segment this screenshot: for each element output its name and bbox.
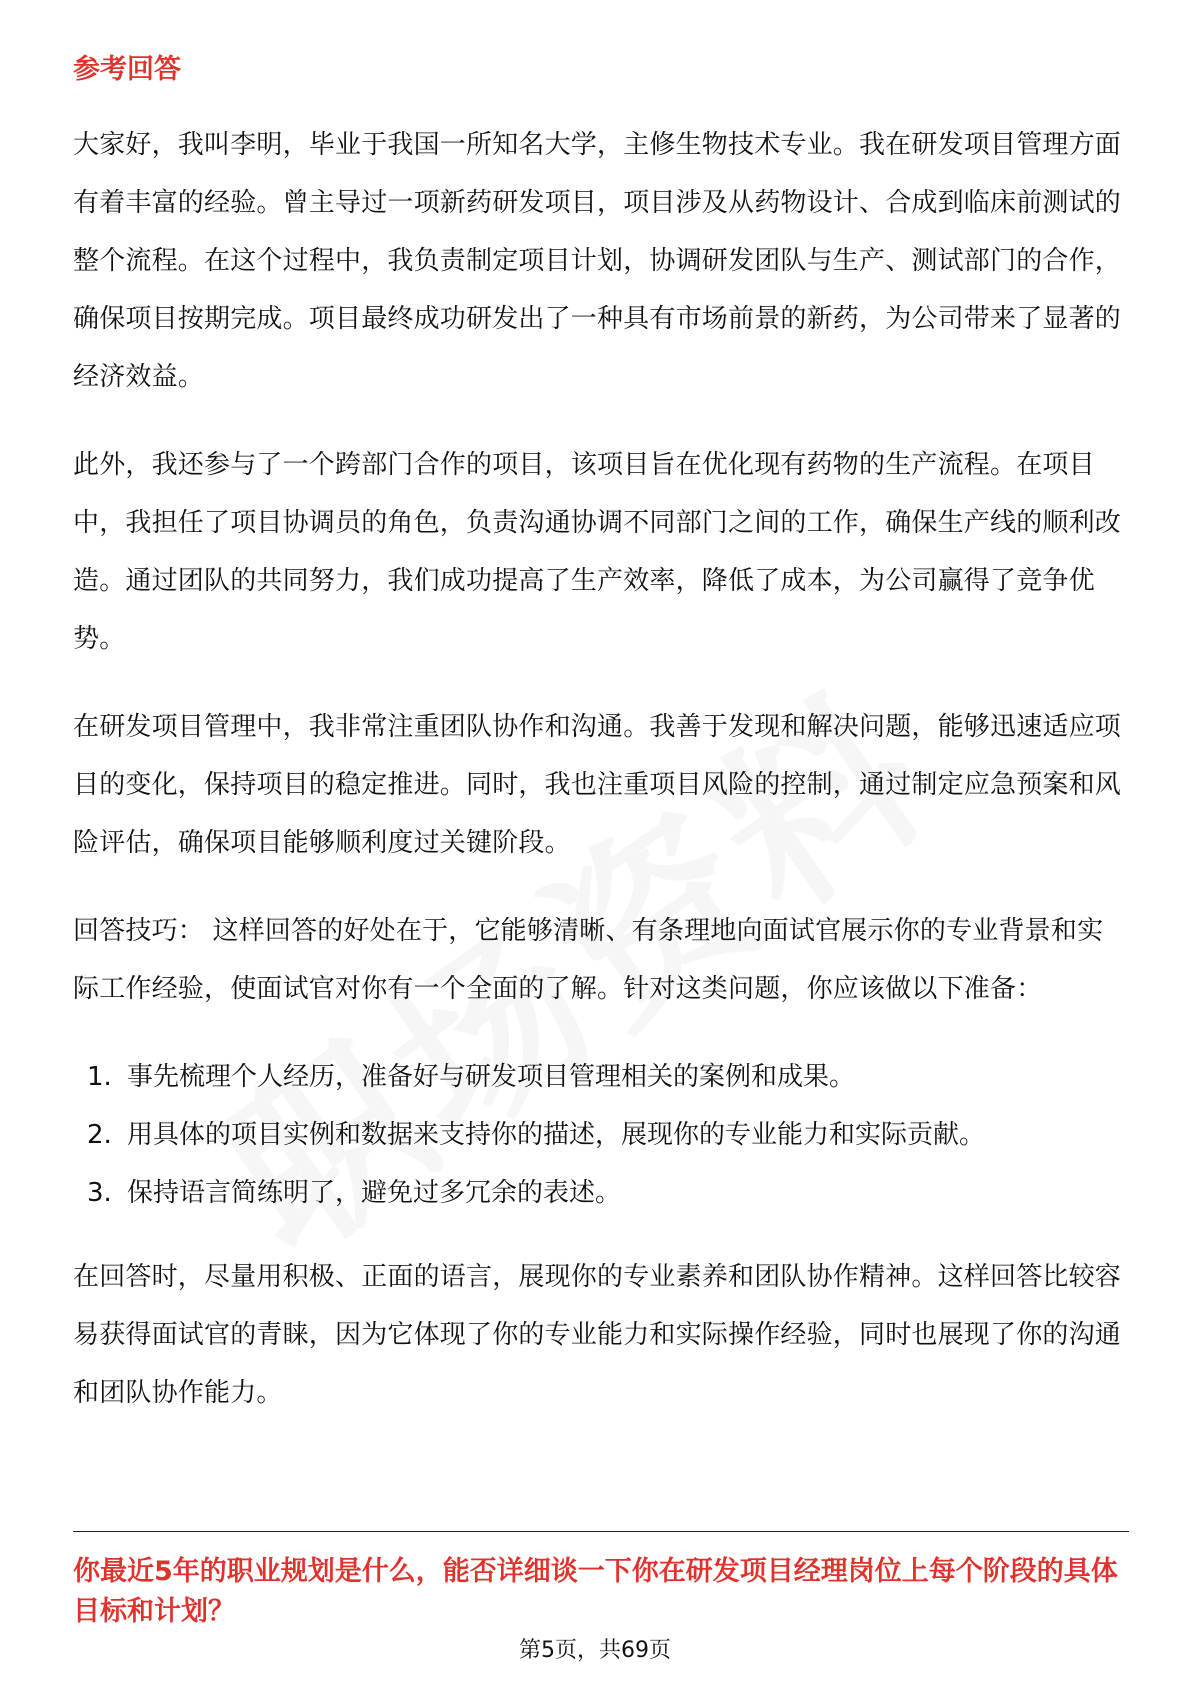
paragraph-closing: 在回答时，尽量用积极、正面的语言，展现你的专业素养和团队协作精神。这样回答比较容易获得面试官的青睐，因为它体现了你的专业能力和实际操作经验，同时也展现了你的沟通和团队协作能力。 bbox=[73, 1262, 1122, 1408]
list-item bbox=[73, 1048, 1129, 1106]
paragraph-intro: 大家好，我叫李明，毕业于我国一所知名大学，主修生物技术专业。我在研发项目管理方面有着丰富的经验。曾主导过一项新药研发项目，项目涉及从药物设计、合成到临床前测试的整个流程。在这个过程中，我负责制定项目计划，协调研发团队与生产、测试部门的合作，确保项目按期完成。项目最终成功研发出了一种具有市场前景的新药，为公司带来了显著的经济效益。 bbox=[73, 130, 1122, 392]
list-item-text: 事先梳理个人经历，准备好与研发项目管理相关的案例和成果。 bbox=[127, 1062, 856, 1092]
paragraph-answer-tips: 回答技巧： 这样回答的好处在于，它能够清晰、有条理地向面试官展示你的专业背景和实际工作经验，使面试官对你有一个全面的了解。针对这类问题，你应该做以下准备： bbox=[73, 916, 1104, 1004]
section-title: 参考回答 bbox=[73, 54, 181, 85]
page-footer: 第5页，共69页 bbox=[519, 1638, 671, 1663]
list-item bbox=[73, 1164, 1129, 1222]
next-question-heading: 你最近5年的职业规划是什么，能否详细谈一下你在研发项目经理岗位上每个阶段的具体目标和计划？ bbox=[73, 1556, 1118, 1627]
list-item-text: 保持语言简练明了，避免过多冗余的表述。 bbox=[127, 1178, 622, 1208]
preparation-list bbox=[73, 1048, 1129, 1222]
paragraph-management-style: 在研发项目管理中，我非常注重团队协作和沟通。我善于发现和解决问题，能够迅速适应项目的变化，保持项目的稳定推进。同时，我也注重项目风险的控制，通过制定应急预案和风险评估，确保项目能够顺利度过关键阶段。 bbox=[73, 712, 1122, 858]
list-item bbox=[73, 1106, 1129, 1164]
list-item-number: 1. bbox=[87, 1062, 112, 1092]
list-item-number: 2. bbox=[87, 1120, 112, 1150]
list-item-number: 3. bbox=[87, 1178, 112, 1208]
paragraph-cross-department: 此外，我还参与了一个跨部门合作的项目，该项目旨在优化现有药物的生产流程。在项目中，我担任了项目协调员的角色，负责沟通协调不同部门之间的工作，确保生产线的顺利改造。通过团队的共同努力，我们成功提高了生产效率，降低了成本，为公司赢得了竞争优势。 bbox=[73, 450, 1122, 654]
section-divider bbox=[73, 1531, 1129, 1532]
list-item-text: 用具体的项目实例和数据来支持你的描述，展现你的专业能力和实际贡献。 bbox=[127, 1120, 986, 1150]
answer-content bbox=[73, 50, 1129, 1452]
